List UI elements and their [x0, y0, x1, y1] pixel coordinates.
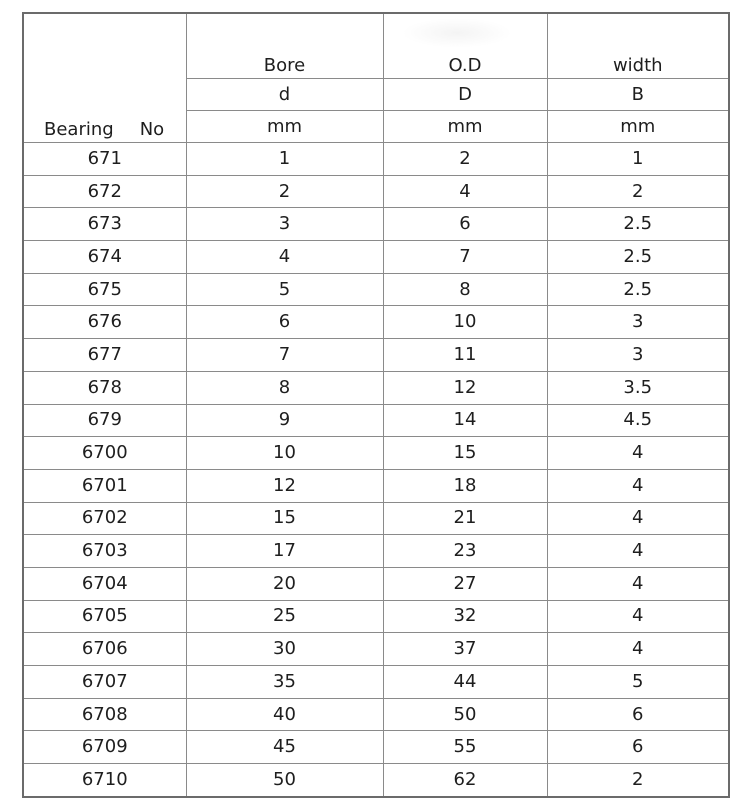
- table-row: [23, 339, 729, 372]
- bearing-label: Bearing: [44, 119, 114, 140]
- width-unit: mm: [547, 111, 729, 143]
- od-cell: 27: [383, 567, 547, 600]
- width-cell: 2: [547, 764, 729, 797]
- od-unit: mm: [383, 111, 547, 143]
- od-cell: 62: [383, 764, 547, 797]
- bearing-no-cell: 6702: [23, 502, 186, 535]
- table-row: [23, 437, 729, 470]
- table-row: [23, 567, 729, 600]
- od-cell: 2: [383, 143, 547, 176]
- bearing-no-cell: 6704: [23, 567, 186, 600]
- bore-cell: 10: [186, 437, 383, 470]
- od-cell: 50: [383, 698, 547, 731]
- width-symbol: B: [547, 79, 729, 111]
- bore-cell: 35: [186, 666, 383, 699]
- bearing-no-cell: 672: [23, 175, 186, 208]
- header-row-names: [23, 13, 729, 79]
- bore-cell: 15: [186, 502, 383, 535]
- table-row: [23, 208, 729, 241]
- table-row: [23, 469, 729, 502]
- table-row: [23, 143, 729, 176]
- width-cell: 4: [547, 567, 729, 600]
- bore-cell: 45: [186, 731, 383, 764]
- width-cell: 6: [547, 698, 729, 731]
- width-cell: 4: [547, 535, 729, 568]
- bore-cell: 6: [186, 306, 383, 339]
- bearing-no-cell: 678: [23, 371, 186, 404]
- table-row: [23, 241, 729, 274]
- od-header: O.D: [383, 13, 547, 79]
- od-cell: 32: [383, 600, 547, 633]
- bore-cell: 5: [186, 273, 383, 306]
- table-row: [23, 535, 729, 568]
- table-row: [23, 764, 729, 797]
- table-row: [23, 371, 729, 404]
- bore-cell: 40: [186, 698, 383, 731]
- width-cell: 2.5: [547, 241, 729, 274]
- bearing-no-header: [23, 13, 186, 143]
- bearing-no-cell: 6710: [23, 764, 186, 797]
- bearing-no-cell: 6707: [23, 666, 186, 699]
- bore-cell: 3: [186, 208, 383, 241]
- od-cell: 23: [383, 535, 547, 568]
- od-cell: 55: [383, 731, 547, 764]
- width-cell: 4: [547, 437, 729, 470]
- bore-cell: 7: [186, 339, 383, 372]
- table-row: [23, 273, 729, 306]
- od-cell: 18: [383, 469, 547, 502]
- bearing-dimension-table: [22, 12, 730, 798]
- od-cell: 12: [383, 371, 547, 404]
- bore-unit: mm: [186, 111, 383, 143]
- bearing-no-cell: 6701: [23, 469, 186, 502]
- bore-symbol: d: [186, 79, 383, 111]
- width-cell: 4: [547, 600, 729, 633]
- bearing-no-cell: 6708: [23, 698, 186, 731]
- od-cell: 10: [383, 306, 547, 339]
- width-cell: 6: [547, 731, 729, 764]
- bore-cell: 8: [186, 371, 383, 404]
- width-cell: 2.5: [547, 273, 729, 306]
- od-cell: 11: [383, 339, 547, 372]
- bearing-no-cell: 676: [23, 306, 186, 339]
- bore-cell: 12: [186, 469, 383, 502]
- width-cell: 3: [547, 306, 729, 339]
- od-cell: 6: [383, 208, 547, 241]
- od-cell: 21: [383, 502, 547, 535]
- bore-cell: 30: [186, 633, 383, 666]
- od-cell: 14: [383, 404, 547, 437]
- table-row: [23, 698, 729, 731]
- bearing-no-cell: 677: [23, 339, 186, 372]
- table-row: [23, 502, 729, 535]
- bearing-no-cell: 6705: [23, 600, 186, 633]
- width-cell: 2.5: [547, 208, 729, 241]
- no-label: No: [139, 119, 165, 140]
- bore-cell: 20: [186, 567, 383, 600]
- od-cell: 37: [383, 633, 547, 666]
- bore-cell: 25: [186, 600, 383, 633]
- od-cell: 44: [383, 666, 547, 699]
- width-cell: 3.5: [547, 371, 729, 404]
- table-row: [23, 306, 729, 339]
- bearing-no-cell: 671: [23, 143, 186, 176]
- width-cell: 4: [547, 633, 729, 666]
- width-cell: 4.5: [547, 404, 729, 437]
- table-row: [23, 404, 729, 437]
- table-row: [23, 633, 729, 666]
- bearing-no-cell: 679: [23, 404, 186, 437]
- od-symbol: D: [383, 79, 547, 111]
- bore-header: Bore: [186, 13, 383, 79]
- bore-cell: 50: [186, 764, 383, 797]
- width-cell: 4: [547, 469, 729, 502]
- bore-cell: 9: [186, 404, 383, 437]
- bearing-no-cell: 673: [23, 208, 186, 241]
- od-cell: 7: [383, 241, 547, 274]
- bearing-no-cell: 6706: [23, 633, 186, 666]
- bearing-no-cell: 6709: [23, 731, 186, 764]
- od-cell: 15: [383, 437, 547, 470]
- od-cell: 4: [383, 175, 547, 208]
- width-cell: 3: [547, 339, 729, 372]
- bore-cell: 2: [186, 175, 383, 208]
- bearing-no-cell: 6703: [23, 535, 186, 568]
- table-row: [23, 731, 729, 764]
- bearing-no-cell: 6700: [23, 437, 186, 470]
- bore-cell: 4: [186, 241, 383, 274]
- table-row: [23, 666, 729, 699]
- bearing-no-cell: 675: [23, 273, 186, 306]
- width-cell: 2: [547, 175, 729, 208]
- bore-cell: 17: [186, 535, 383, 568]
- width-cell: 5: [547, 666, 729, 699]
- width-cell: 1: [547, 143, 729, 176]
- bearing-no-cell: 674: [23, 241, 186, 274]
- od-cell: 8: [383, 273, 547, 306]
- table-row: [23, 600, 729, 633]
- bore-cell: 1: [186, 143, 383, 176]
- table-row: [23, 175, 729, 208]
- width-cell: 4: [547, 502, 729, 535]
- width-header: width: [547, 13, 729, 79]
